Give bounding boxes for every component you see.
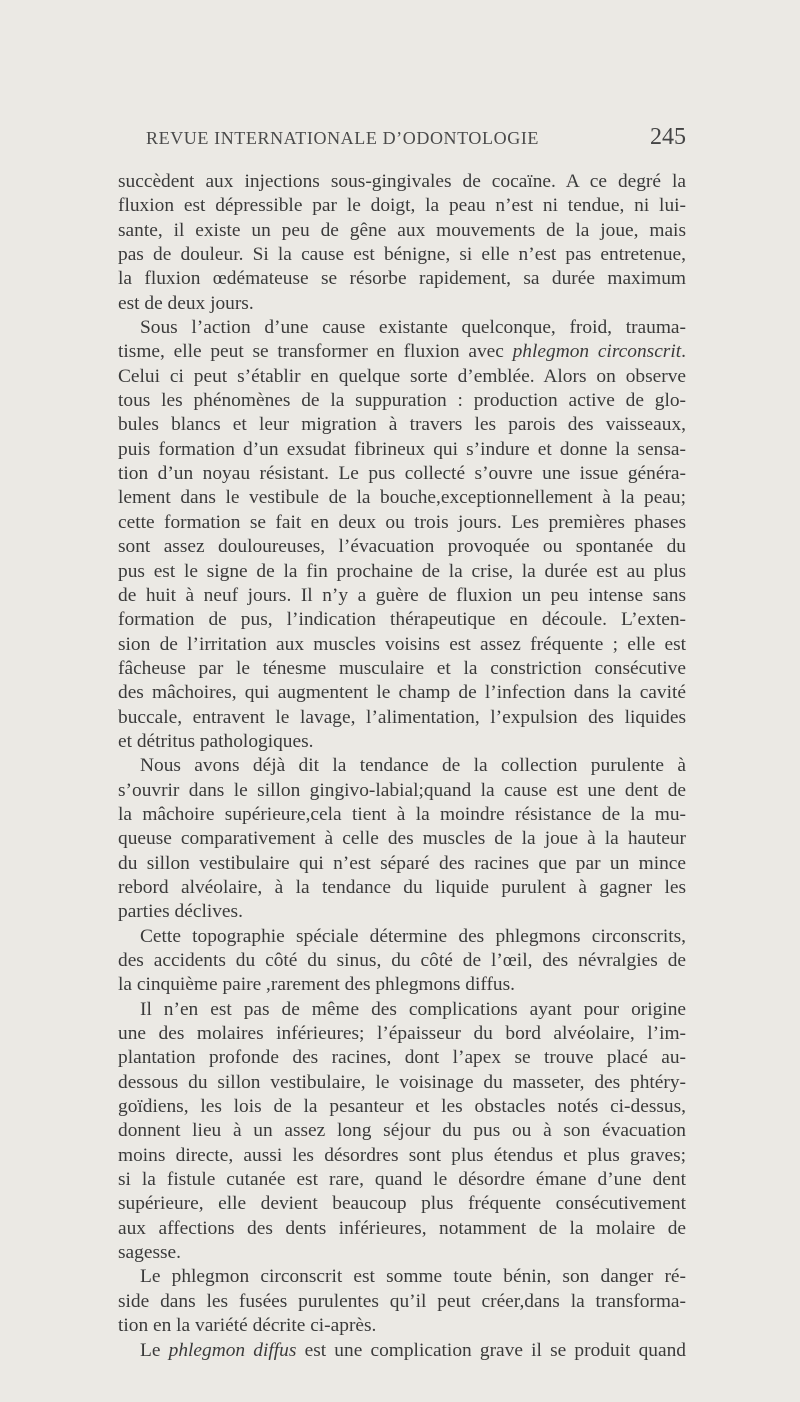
text-line: si la fistule cutanée est rare, quand le désordre émane d’une dent [118, 1169, 686, 1191]
text-line: la mâchoire supérieure,cela tient à la moindre résistance de la mu- [118, 803, 686, 825]
text-line: sagesse. [118, 1242, 182, 1264]
text-line: fluxion est dépressible par le doigt, la peau n’est ni tendue, ni lui- [118, 195, 686, 217]
text-line: goïdiens, les lois de la pesanteur et les obstacles notés ci-dessus, [118, 1096, 686, 1118]
text-line: de huit à neuf jours. Il n’y a guère de fluxion un peu intense sans [118, 584, 686, 606]
text-line: plantation profonde des racines, dont l’apex se trouve placé au- [118, 1047, 686, 1069]
text-line: formation de pus, l’indication thérapeutique en découle. L’exten- [118, 609, 686, 631]
text-line: Il n’en est pas de même des complications ayant pour origine [140, 998, 686, 1020]
text-line: pus est le signe de la fin prochaine de la crise, la durée est au plus [118, 560, 686, 582]
text-line: puis formation d’un exsudat fibrineux qui s’indure et donne la sensa- [118, 438, 686, 460]
text-line: tisme, elle peut se transformer en fluxion avec phlegmon circonscrit. [118, 341, 686, 363]
text-line: buccale, entravent le lavage, l’alimentation, l’expulsion des liquides [118, 706, 686, 728]
text-line: sion de l’irritation aux muscles voisins est assez fréquente ; elle est [118, 633, 686, 655]
text-line: des accidents du côté du sinus, du côté de l’œil, des névralgies de [118, 950, 686, 971]
text-line: et détritus pathologiques. [118, 730, 314, 752]
text-line: une des molaires inférieures; l’épaisseur du bord alvéolaire, l’im- [118, 1023, 686, 1045]
text-line: fâcheuse par le ténesme musculaire et la constriction consécutive [118, 657, 686, 679]
text-line: la cinquième paire ,rarement des phlegmons diffus. [118, 974, 516, 996]
running-title: REVUE INTERNATIONALE D’ODONTOLOGIE [146, 128, 540, 148]
text-line: rebord alvéolaire, à la tendance du liquide purulent à gagner les [118, 876, 686, 898]
text-line: lement dans le vestibule de la bouche,exceptionnellement à la peau; [118, 487, 686, 509]
text-line: tion d’un noyau résistant. Le pus collecté s’ouvre une issue généra- [118, 463, 686, 485]
text-line: Celui ci peut s’établir en quelque sorte d’emblée. Alors on observe [118, 365, 686, 387]
text-line: cette formation se fait en deux ou trois jours. Les premières phases [118, 511, 686, 533]
page-number: 245 [650, 124, 686, 150]
text-line: moins directe, aussi les désordres sont plus étendus et plus graves; [118, 1144, 686, 1166]
text-line: aux affections des dents inférieures, notamment de la molaire de [118, 1217, 686, 1239]
text-line: s’ouvrir dans le sillon gingivo-labial;quand la cause est une dent de [118, 779, 686, 801]
text-line: sont assez douloureuses, l’évacuation provoquée ou spontanée du [118, 536, 686, 558]
text-line: du sillon vestibulaire qui n’est séparé des racines que par un mince [118, 852, 686, 874]
text-line: Nous avons déjà dit la tendance de la collection purulente à [140, 755, 686, 777]
page-header [146, 124, 686, 154]
text-line: pas de douleur. Si la cause est bénigne, si elle n’est pas entretenue, [118, 244, 686, 266]
text-line: Cette topographie spéciale détermine des phlegmons circonscrits, [140, 925, 686, 947]
text-line: donnent lieu à un assez long séjour du pus ou à son évacuation [118, 1120, 686, 1142]
text-line: sante, il existe un peu de gêne aux mouvements de la joue, mais [118, 219, 686, 241]
text-line: supérieure, elle devient beaucoup plus fréquente consécutivement [118, 1193, 686, 1215]
text-line: la fluxion œdémateuse se résorbe rapidement, sa durée maximum [118, 268, 686, 290]
body-text [118, 170, 686, 1363]
text-line: tion en la variété décrite ci-après. [118, 1315, 377, 1337]
text-line: des mâchoires, qui augmentent le champ de l’infection dans la cavité [118, 682, 686, 704]
text-line: tous les phénomènes de la suppuration : production active de glo- [118, 390, 686, 412]
text-line: Le phlegmon diffus est une complication grave il se produit quand [140, 1339, 686, 1361]
text-line: Le phlegmon circonscrit est somme toute bénin, son danger ré- [140, 1266, 686, 1288]
text-line: dessous du sillon vestibulaire, le voisinage du masseter, des phtéry- [118, 1071, 686, 1093]
text-line: parties déclives. [118, 901, 243, 923]
text-line: bules blancs et leur migration à travers les parois des vaisseaux, [118, 414, 686, 436]
text-line: est de deux jours. [118, 292, 254, 314]
text-line: Sous l’action d’une cause existante quelconque, froid, trauma- [140, 317, 686, 339]
text-line: queuse comparativement à celle des muscles de la joue à la hauteur [118, 828, 686, 850]
text-line: side dans les fusées purulentes qu’il peut créer,dans la transforma- [118, 1290, 686, 1312]
text-line: succèdent aux injections sous-gingivales de cocaïne. A ce degré la [118, 171, 686, 192]
